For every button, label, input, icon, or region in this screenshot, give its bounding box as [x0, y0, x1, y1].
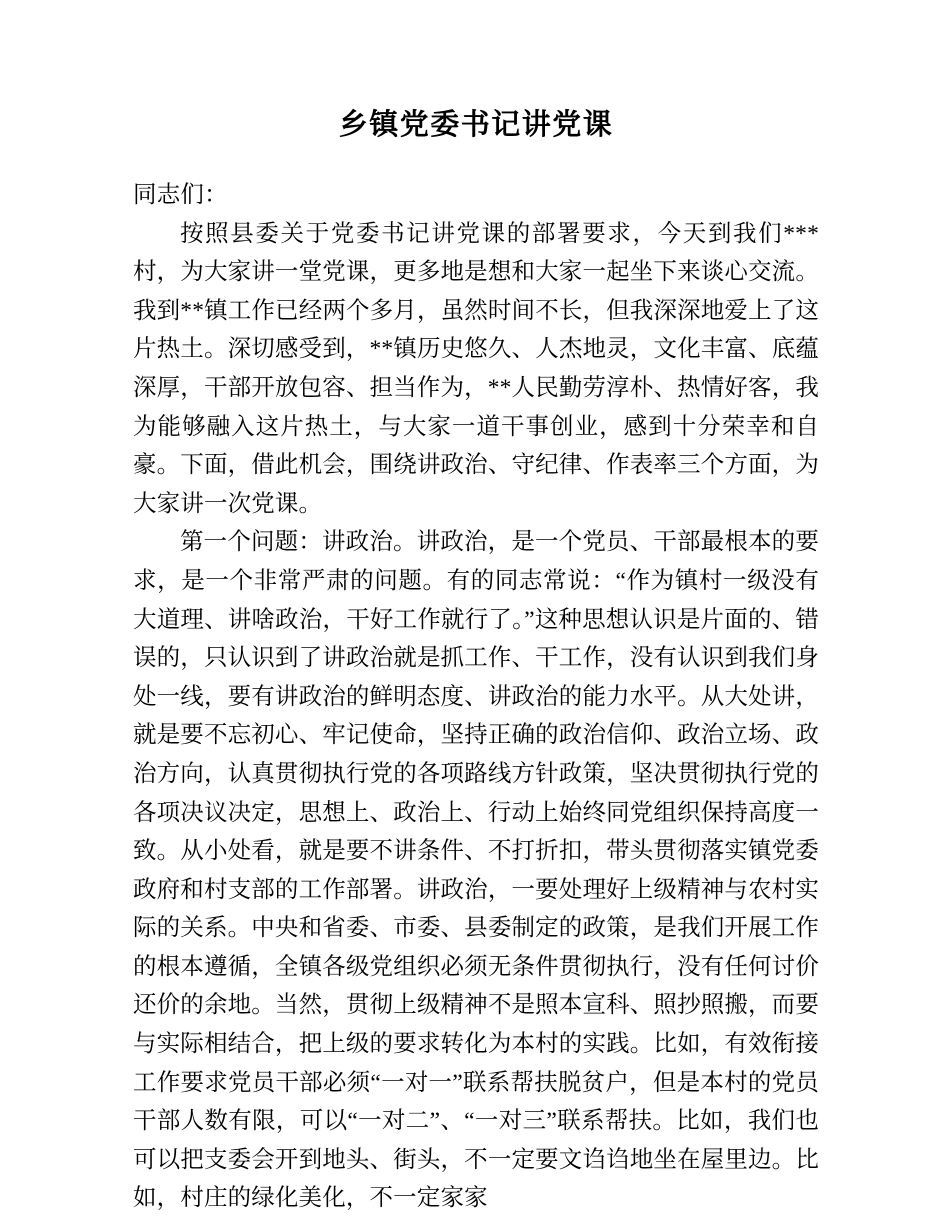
paragraph-2: 第一个问题：讲政治。讲政治，是一个党员、干部最根本的要求，是一个非常严肃的问题。有的同志常说：“作为镇村一级没有大道理、讲啥政治，干好工作就行了。”这种思想认识是片面的、错误的，只认识到了讲政治就是抓工作、干工作，没有认识到我们身处一线，要有讲政治的鲜明态度、讲政治的能力水平。从大处讲，就是要不忘初心、牢记使命，坚持正确的政治信仰、政治立场、政治方向，认真贯彻执行党的各项路线方针政策，坚决贯彻执行党的各项决议决定，思想上、政治上、行动上始终同党组织保持高度一致。从小处看，就是要不讲条件、不打折扣，带头贯彻落实镇党委政府和村支部的工作部署。讲政治，一要处理好上级精神与农村实际的关系。中央和省委、市委、县委制定的政策，是我们开展工作的根本遵循，全镇各级党组织必须无条件贯彻执行，没有任何讨价还价的余地。当然，贯彻上级精神不是照本宣科、照抄照搬，而要与实际相结合，把上级的要求转化为本村的实践。比如，有效衔接工作要求党员干部必须“一对一”联系帮扶脱贫户，但是本村的党员干部人数有限，可以“一对二”、“一对三”联系帮扶。比如，我们也可以把支委会开到地头、街头，不一定要文诌诌地坐在屋里边。比如，村庄的绿化美化，不一定家家: [133, 529, 819, 1212]
page-title: 乡镇党委书记讲党课: [338, 107, 614, 141]
paragraph-1: 按照县委关于党委书记讲党课的部署要求，今天到我们***村，为大家讲一堂党课，更多地是想和大家一起坐下来谈心交流。我到**镇工作已经两个多月，虽然时间不长，但我深深地爱上了这片热土。深切感受到，**镇历史悠久、人杰地灵，文化丰富、底蕴深厚，干部开放包容、担当作为，**人民勤劳淳朴、热情好客，我为能够融入这片热土，与大家一道干事创业，感到十分荣幸和自豪。下面，借此机会，围绕讲政治、守纪律、作表率三个方面，为大家讲一次党课。: [133, 220, 819, 517]
document-body: [133, 0, 819, 1218]
salutation-line: 同志们：: [133, 182, 228, 208]
